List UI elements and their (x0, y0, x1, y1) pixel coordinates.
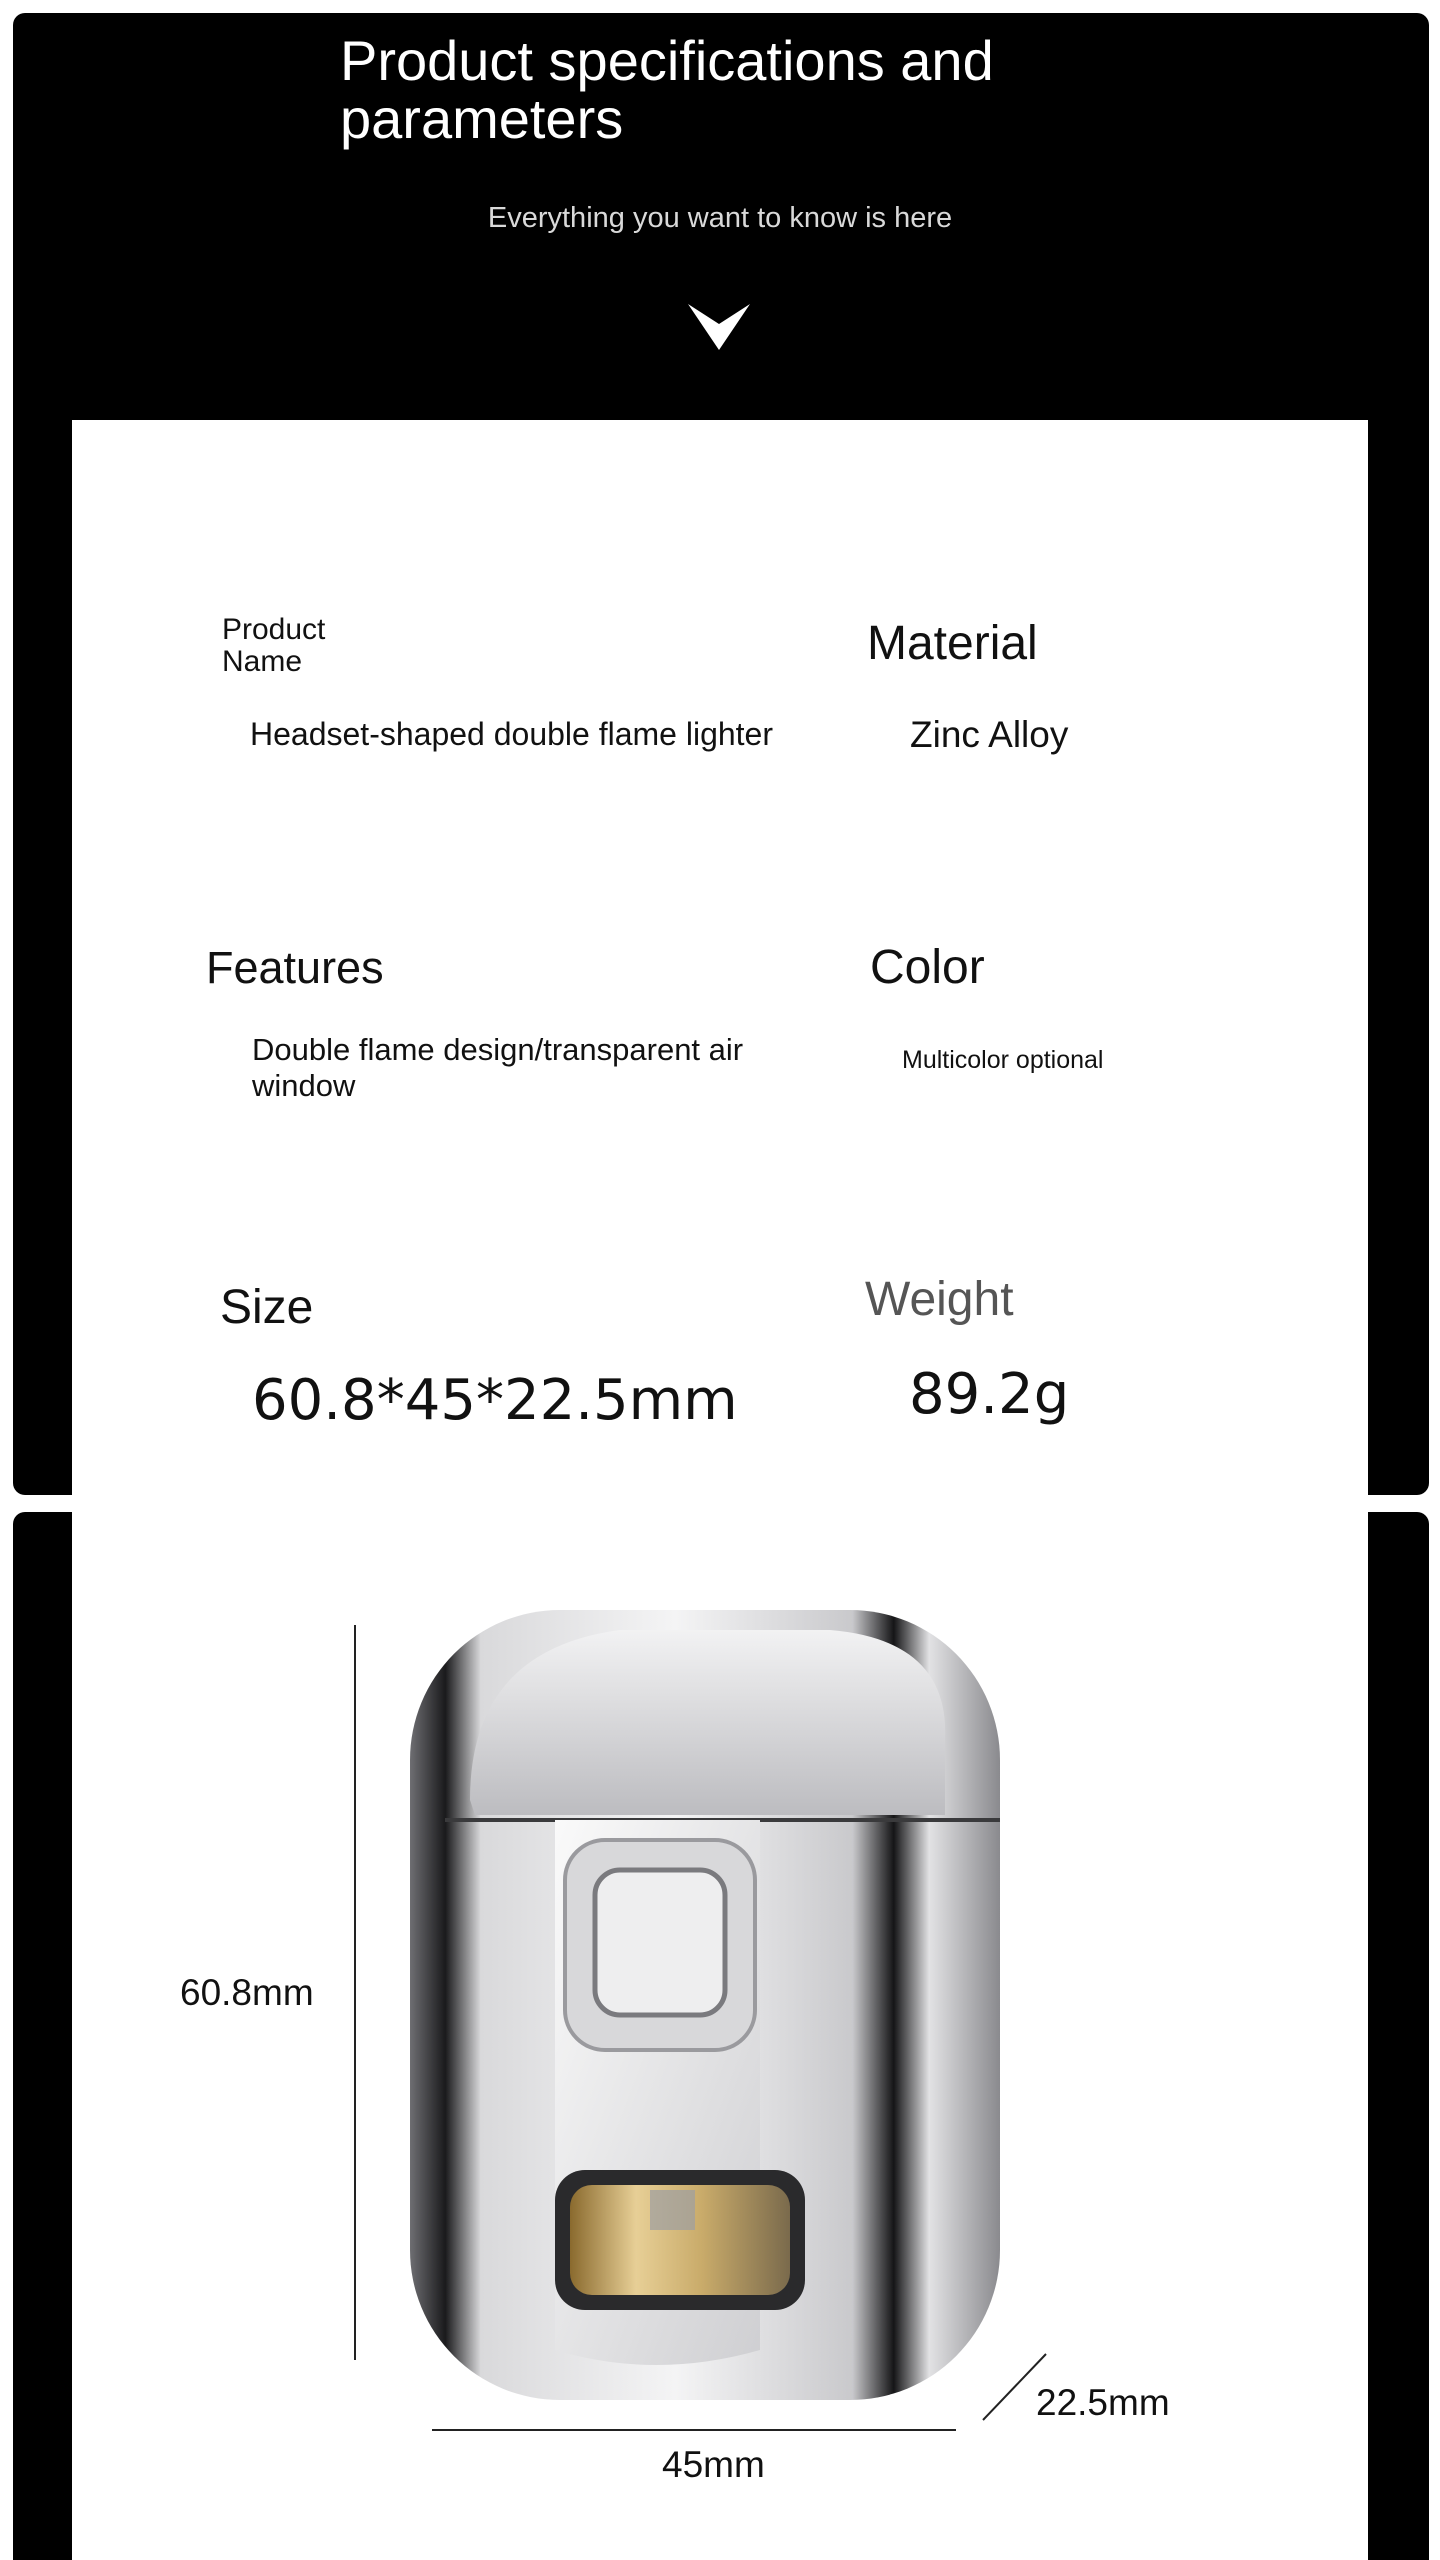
spec-label-color: Color (870, 941, 985, 994)
page-subtitle: Everything you want to know is here (487, 202, 953, 234)
spec-value-weight: 89.2g (909, 1362, 1070, 1427)
spec-value-features: Double flame design/transparent air window (252, 1032, 744, 1103)
dimension-width-label: 45mm (662, 2444, 765, 2485)
spec-value-product-name: Headset-shaped double flame lighter (250, 716, 773, 752)
spec-label-product-name: Product Name (222, 613, 326, 678)
spec-label-size: Size (220, 1281, 314, 1334)
dimension-depth-label: 22.5mm (1036, 2382, 1170, 2423)
spec-label-material: Material (867, 617, 1038, 670)
spec-value-material: Zinc Alloy (910, 714, 1069, 755)
spec-label-weight: Weight (865, 1273, 1014, 1326)
spec-value-size: 60.8*45*22.5mm (252, 1368, 738, 1433)
spec-label-features: Features (206, 942, 384, 993)
dimension-height-label: 60.8mm (180, 1972, 314, 2013)
spec-value-color: Multicolor optional (902, 1046, 1104, 1074)
page-title: Product specifications and parameters (340, 29, 994, 150)
